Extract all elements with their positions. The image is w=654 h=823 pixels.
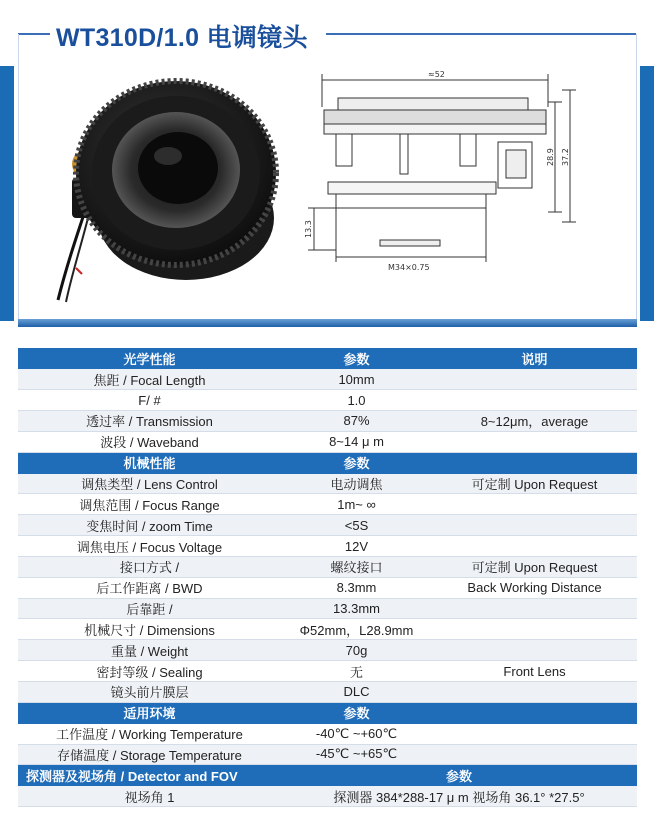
- header-rule-left: [18, 33, 50, 35]
- param-value-cell: Φ52mm，L28.9mm: [281, 619, 432, 640]
- param-name-cell: 透过率 / Transmission: [18, 411, 281, 432]
- dim-height-outer-label: 37.2: [561, 148, 570, 166]
- spec-table: [18, 348, 637, 807]
- param-value-cell: -40℃ ~+60℃: [281, 723, 432, 744]
- section-header: [18, 765, 637, 786]
- section-header-cell: 参数: [281, 348, 432, 369]
- section-header-cell: 说明: [432, 348, 637, 369]
- param-note-cell: [432, 682, 637, 703]
- param-note-cell: Back Working Distance: [432, 577, 637, 598]
- param-name-cell: F/ #: [18, 390, 281, 411]
- dim-flange-label: 13.3: [304, 220, 313, 238]
- param-note-cell: [432, 723, 637, 744]
- param-note-cell: [432, 494, 637, 515]
- dimension-drawing: [300, 62, 610, 298]
- section-header-cell: 参数: [281, 765, 637, 786]
- table-row: [18, 390, 637, 411]
- table-row: [18, 577, 637, 598]
- dim-width-label: ≈52: [428, 70, 445, 79]
- spec-table-body: [18, 348, 637, 807]
- param-name-cell: 后工作距离 / BWD: [18, 577, 281, 598]
- param-value-cell: 1m~ ∞: [281, 494, 432, 515]
- table-row: [18, 473, 637, 494]
- section-header-cell: 探测器及视场角 / Detector and FOV: [18, 765, 281, 786]
- section-header: [18, 452, 637, 473]
- side-accent-left: [0, 66, 14, 321]
- table-row: [18, 515, 637, 536]
- section-header-cell: 适用环境: [18, 702, 281, 723]
- param-name-cell: 密封等级 / Sealing: [18, 661, 281, 682]
- header-rule-right: [326, 33, 636, 35]
- param-name-cell: 重量 / Weight: [18, 640, 281, 661]
- section-header-cell: 参数: [281, 702, 432, 723]
- section-header-cell: 参数: [281, 452, 432, 473]
- param-note-cell: [432, 390, 637, 411]
- param-name-cell: 视场角 1: [18, 786, 281, 807]
- table-row: [18, 661, 637, 682]
- section-header: [18, 702, 637, 723]
- lens-product-photo: [46, 68, 291, 308]
- param-value-cell: 电动调焦: [281, 473, 432, 494]
- page-title: WT310D/1.0 电调镜头: [56, 24, 308, 52]
- section-header-cell: 机械性能: [18, 452, 281, 473]
- param-value-cell: 70g: [281, 640, 432, 661]
- panel-border-left: [18, 34, 19, 320]
- table-row: [18, 744, 637, 765]
- param-name-cell: 接口方式 /: [18, 556, 281, 577]
- table-row: [18, 536, 637, 557]
- table-row: [18, 619, 637, 640]
- param-name-cell: 调焦范围 / Focus Range: [18, 494, 281, 515]
- param-value-cell: 1.0: [281, 390, 432, 411]
- param-value-cell: <5S: [281, 515, 432, 536]
- param-name-cell: 调焦电压 / Focus Voltage: [18, 536, 281, 557]
- param-value-cell: DLC: [281, 682, 432, 703]
- table-row: [18, 786, 637, 807]
- panel-bottom-bar: [18, 319, 637, 327]
- section-header-cell: [432, 452, 637, 473]
- param-name-cell: 镜头前片膜层: [18, 682, 281, 703]
- param-value-cell: -45℃ ~+65℃: [281, 744, 432, 765]
- param-note-cell: [432, 369, 637, 390]
- table-row: [18, 556, 637, 577]
- param-value-cell: 无: [281, 661, 432, 682]
- param-name-cell: 后靠距 /: [18, 598, 281, 619]
- param-note-cell: [432, 619, 637, 640]
- section-header: [18, 348, 637, 369]
- table-row: [18, 494, 637, 515]
- param-value-cell: 探测器 384*288-17 μ m 视场角 36.1° *27.5°: [281, 786, 637, 807]
- table-row: [18, 640, 637, 661]
- param-note-cell: [432, 598, 637, 619]
- dim-height-inner-label: 28.9: [546, 148, 555, 166]
- param-note-cell: 可定制 Upon Request: [432, 473, 637, 494]
- table-row: [18, 411, 637, 432]
- param-name-cell: 焦距 / Focal Length: [18, 369, 281, 390]
- param-value-cell: 螺纹接口: [281, 556, 432, 577]
- table-row: [18, 369, 637, 390]
- side-accent-right: [640, 66, 654, 321]
- param-name-cell: 波段 / Waveband: [18, 431, 281, 452]
- table-row: [18, 682, 637, 703]
- section-header-cell: 光学性能: [18, 348, 281, 369]
- table-row: [18, 431, 637, 452]
- panel-border-right: [636, 34, 637, 320]
- section-header-cell: [432, 702, 637, 723]
- param-note-cell: Front Lens: [432, 661, 637, 682]
- param-note-cell: 8~12μm，average: [432, 411, 637, 432]
- param-note-cell: [432, 536, 637, 557]
- param-name-cell: 存储温度 / Storage Temperature: [18, 744, 281, 765]
- param-value-cell: 12V: [281, 536, 432, 557]
- param-value-cell: 8~14 μ m: [281, 431, 432, 452]
- param-name-cell: 工作温度 / Working Temperature: [18, 723, 281, 744]
- param-value-cell: 13.3mm: [281, 598, 432, 619]
- param-note-cell: [432, 744, 637, 765]
- param-note-cell: [432, 640, 637, 661]
- param-note-cell: [432, 431, 637, 452]
- param-note-cell: [432, 515, 637, 536]
- param-note-cell: 可定制 Upon Request: [432, 556, 637, 577]
- param-value-cell: 8.3mm: [281, 577, 432, 598]
- param-value-cell: 87%: [281, 411, 432, 432]
- param-name-cell: 调焦类型 / Lens Control: [18, 473, 281, 494]
- param-value-cell: 10mm: [281, 369, 432, 390]
- param-name-cell: 变焦时间 / zoom Time: [18, 515, 281, 536]
- dim-thread-label: M34×0.75: [388, 263, 430, 272]
- table-row: [18, 598, 637, 619]
- table-row: [18, 723, 637, 744]
- param-name-cell: 机械尺寸 / Dimensions: [18, 619, 281, 640]
